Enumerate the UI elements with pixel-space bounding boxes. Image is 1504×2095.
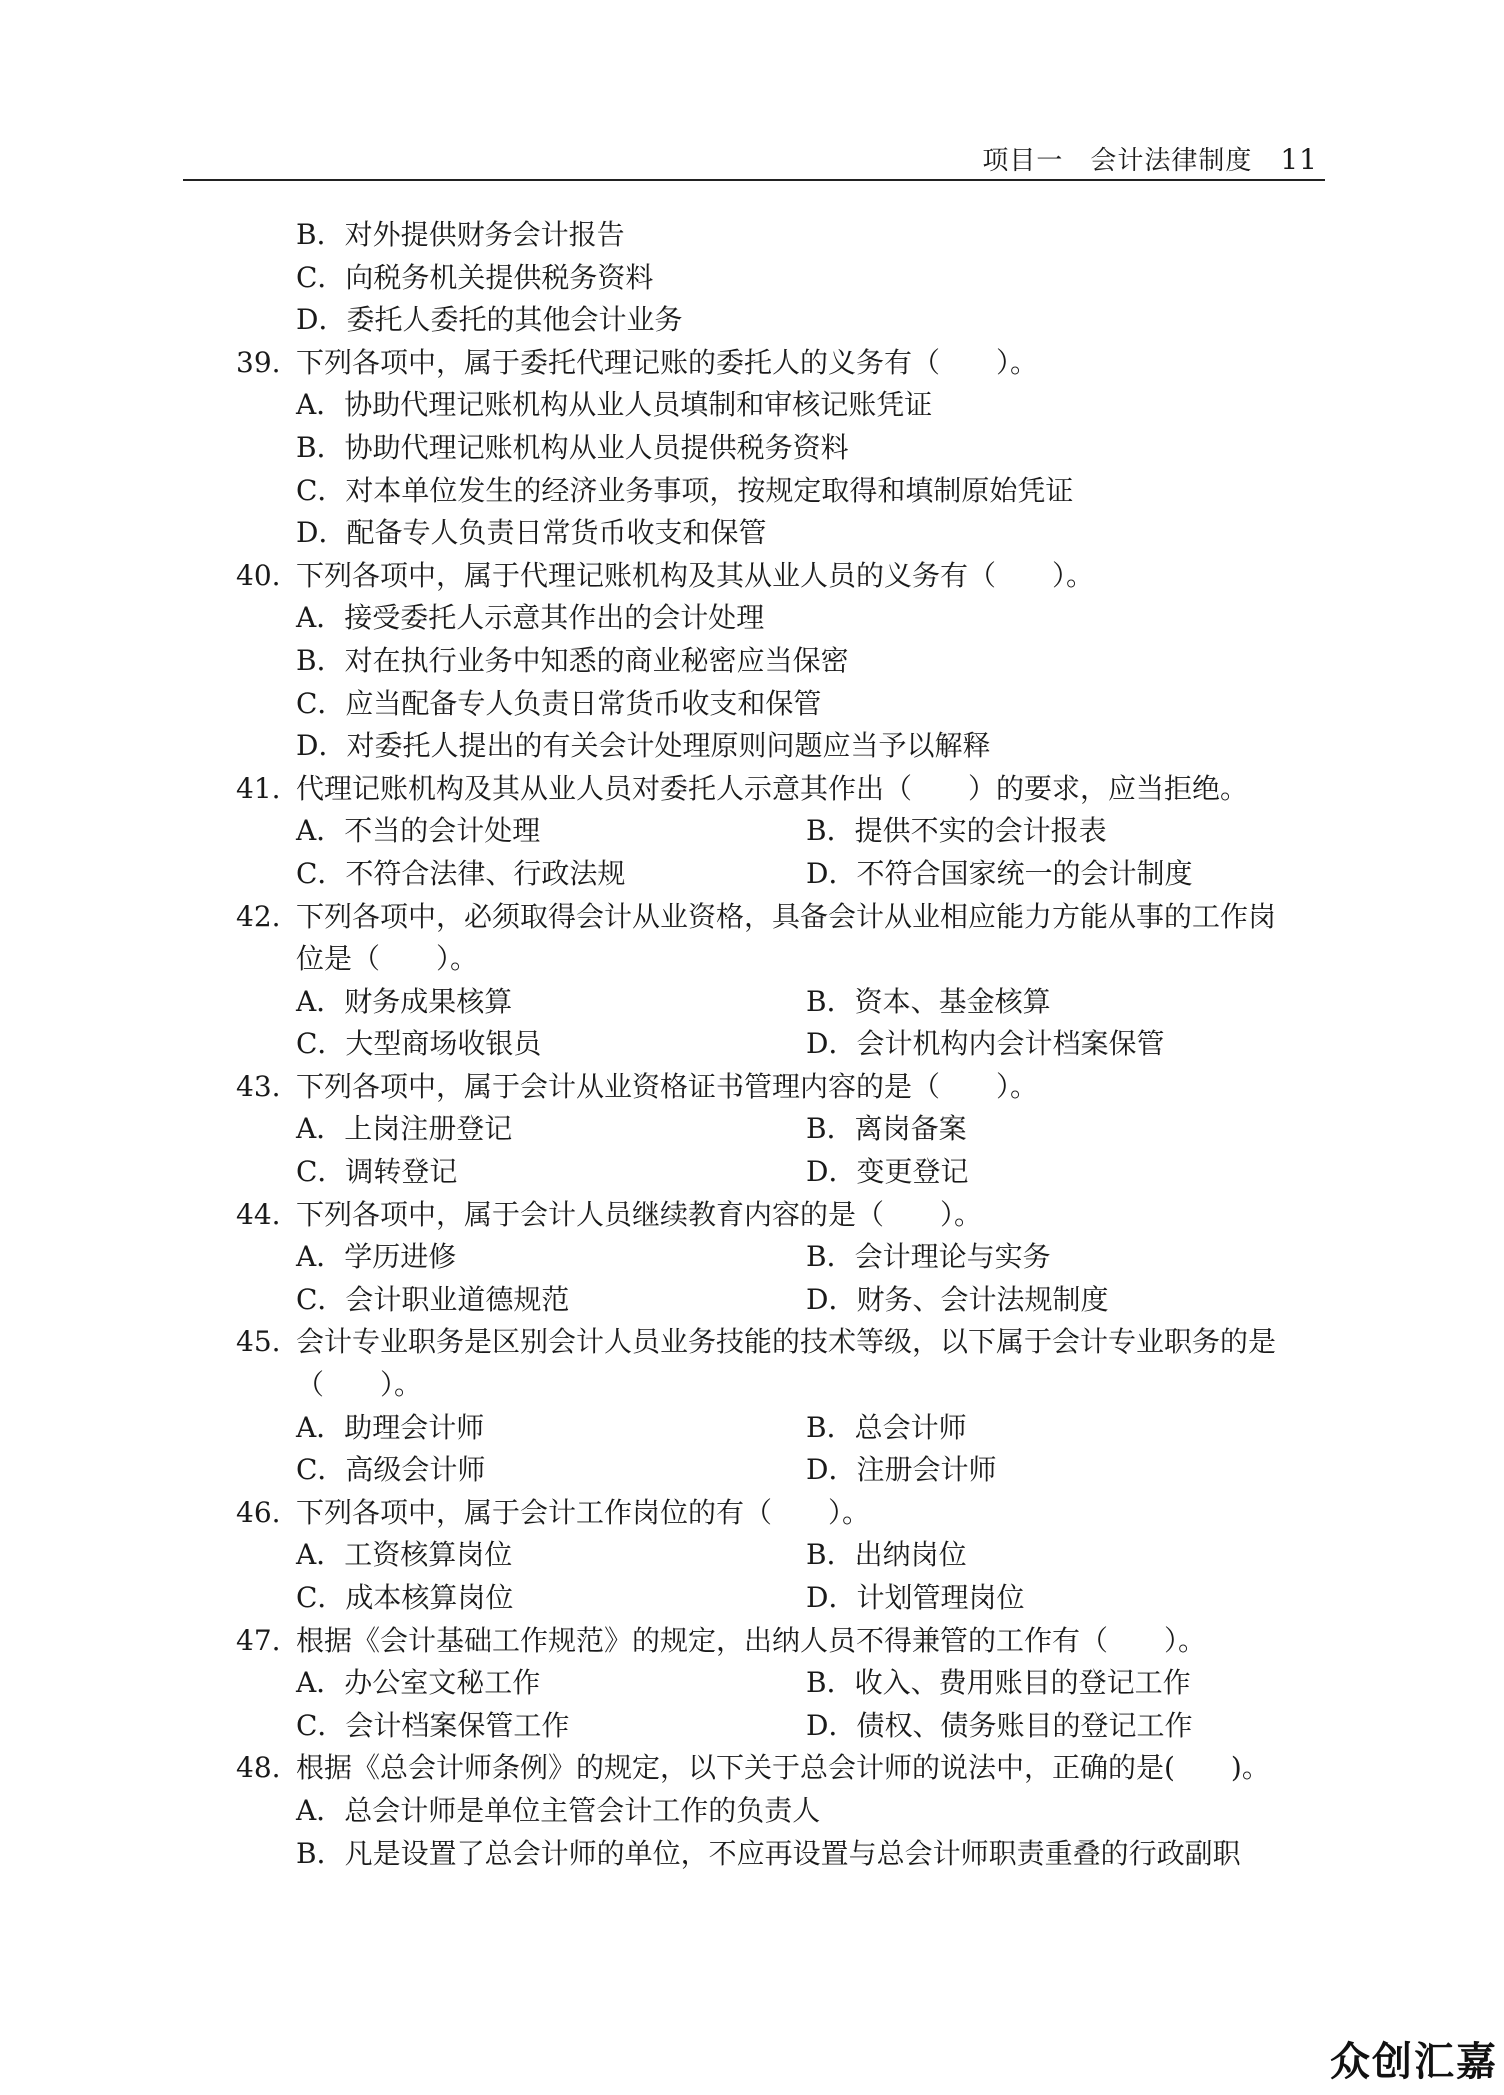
question-list <box>236 214 1326 1875</box>
question-text: 下列各项中，属于会计人员继续教育内容的是（ ）。 <box>296 1197 983 1231</box>
question-number: 39. <box>236 345 281 379</box>
answer-option-row <box>236 1279 1326 1322</box>
answer-option-row <box>236 1151 1326 1194</box>
answer-option: A．学历进修 <box>296 1240 457 1274</box>
answer-option: D．不符合国家统一的会计制度 <box>806 856 1193 890</box>
answer-option-row <box>236 981 1326 1024</box>
watermark: 众创汇嘉 <box>1330 2039 1498 2085</box>
question-number: 43. <box>236 1069 281 1103</box>
answer-option-row <box>236 1108 1326 1151</box>
answer-option: D．财务、会计法规制度 <box>806 1282 1109 1316</box>
answer-option-row <box>236 1705 1326 1748</box>
question-stem <box>236 555 1326 598</box>
answer-option: B．对外提供财务会计报告 <box>296 218 625 251</box>
answer-option: A．上岗注册登记 <box>296 1112 513 1146</box>
question-number: 45. <box>236 1325 281 1359</box>
answer-option: A．协助代理记账机构从业人员填制和审核记账凭证 <box>296 388 933 422</box>
answer-option: D．变更登记 <box>806 1155 969 1189</box>
question-number: 42. <box>236 899 281 933</box>
answer-option: D．计划管理岗位 <box>806 1581 1025 1614</box>
answer-option: A．总会计师是单位主管会计工作的负责人 <box>296 1793 821 1827</box>
question-text: 下列各项中，属于代理记账机构及其从业人员的义务有（ ）。 <box>296 558 1095 592</box>
answer-option: B．凡是设置了总会计师的单位，不应再设置与总会计师职责重叠的行政副职 <box>296 1836 1241 1870</box>
question-number: 46. <box>236 1495 281 1529</box>
question-stem <box>236 1066 1326 1109</box>
answer-option: A．不当的会计处理 <box>296 814 541 848</box>
answer-option: A．办公室文秘工作 <box>296 1666 541 1700</box>
answer-option-row <box>236 1662 1326 1705</box>
question-number: 44. <box>236 1197 281 1231</box>
answer-option: D．会计机构内会计档案保管 <box>806 1027 1165 1061</box>
answer-option: B．资本、基金核算 <box>806 984 1051 1018</box>
answer-option: B．会计理论与实务 <box>806 1240 1051 1274</box>
answer-option: B．对在执行业务中知悉的商业秘密应当保密 <box>296 643 849 677</box>
answer-option: D．注册会计师 <box>806 1453 997 1487</box>
header-rule <box>183 179 1325 181</box>
answer-option: C．不符合法律、行政法规 <box>296 856 626 890</box>
answer-option-row <box>236 1534 1326 1577</box>
running-header <box>982 140 1318 177</box>
answer-option: B．离岗备案 <box>806 1112 967 1146</box>
answer-option: C．会计职业道德规范 <box>296 1282 570 1316</box>
question-number: 47. <box>236 1623 281 1657</box>
question-text: 下列各项中，属于会计从业资格证书管理内容的是（ ）。 <box>296 1069 1039 1103</box>
answer-option: D．委托人委托的其他会计业务 <box>296 303 683 337</box>
answer-option: B．总会计师 <box>806 1410 967 1444</box>
answer-option: A．助理会计师 <box>296 1410 485 1444</box>
answer-option: C．应当配备专人负责日常货币收支和保管 <box>296 686 822 720</box>
answer-option-row <box>236 1449 1326 1492</box>
answer-option: A．接受委托人示意其作出的会计处理 <box>296 601 765 635</box>
answer-option: C．对本单位发生的经济业务事项，按规定取得和填制原始凭证 <box>296 473 1074 507</box>
answer-option-row <box>236 1023 1326 1066</box>
answer-option-row <box>236 853 1326 896</box>
answer-option: B．收入、费用账目的登记工作 <box>806 1666 1191 1700</box>
question-text: 代理记账机构及其从业人员对委托人示意其作出（ ）的要求，应当拒绝。 <box>296 771 1249 805</box>
question-stem <box>236 1620 1326 1663</box>
header-title: 项目一 会计法律制度 <box>982 146 1253 176</box>
question-stem <box>236 1321 1326 1364</box>
question-stem <box>236 1194 1326 1237</box>
question-stem <box>236 768 1326 811</box>
answer-option: C．调转登记 <box>296 1155 458 1189</box>
question-number: 48. <box>236 1751 281 1785</box>
question-continuation: （ ）。 <box>296 1368 423 1402</box>
question-stem <box>236 1747 1326 1790</box>
question-text: 下列各项中，必须取得会计从业资格，具备会计从业相应能力方能从事的工作岗 <box>296 899 1277 933</box>
question-text: 下列各项中，属于委托代理记账的委托人的义务有（ ）。 <box>296 345 1039 379</box>
question-stem <box>236 342 1326 385</box>
answer-option-row <box>236 1407 1326 1450</box>
answer-option: D．配备专人负责日常货币收支和保管 <box>296 516 767 550</box>
answer-option: A．工资核算岗位 <box>296 1538 513 1572</box>
answer-option: C．大型商场收银员 <box>296 1027 542 1061</box>
page-number: 11 <box>1280 143 1318 176</box>
question-text: 下列各项中，属于会计工作岗位的有（ ）。 <box>296 1495 871 1529</box>
question-number: 40. <box>236 558 281 592</box>
answer-option: D．对委托人提出的有关会计处理原则问题应当予以解释 <box>296 729 991 763</box>
question-stem <box>236 896 1326 939</box>
answer-option: C．向税务机关提供税务资料 <box>296 260 654 294</box>
answer-option: B．出纳岗位 <box>806 1538 967 1572</box>
question-text: 会计专业职务是区别会计人员业务技能的技术等级，以下属于会计专业职务的是 <box>296 1325 1277 1359</box>
answer-option: D．债权、债务账目的登记工作 <box>806 1708 1193 1742</box>
question-text: 根据《总会计师条例》的规定，以下关于总会计师的说法中，正确的是( )。 <box>296 1751 1270 1785</box>
answer-option-row <box>236 810 1326 853</box>
answer-option: A．财务成果核算 <box>296 984 513 1018</box>
answer-option-row <box>236 1577 1326 1620</box>
answer-option: C．成本核算岗位 <box>296 1581 514 1614</box>
answer-option: B．提供不实的会计报表 <box>806 814 1107 848</box>
answer-option: C．会计档案保管工作 <box>296 1708 570 1742</box>
answer-option: B．协助代理记账机构从业人员提供税务资料 <box>296 430 849 464</box>
question-continuation: 位是（ ）。 <box>296 942 479 976</box>
question-stem <box>236 1492 1326 1535</box>
answer-option: C．高级会计师 <box>296 1453 486 1487</box>
question-text: 根据《会计基础工作规范》的规定，出纳人员不得兼管的工作有（ ）。 <box>296 1623 1207 1657</box>
answer-option-row <box>236 1236 1326 1279</box>
question-number: 41. <box>236 771 281 805</box>
